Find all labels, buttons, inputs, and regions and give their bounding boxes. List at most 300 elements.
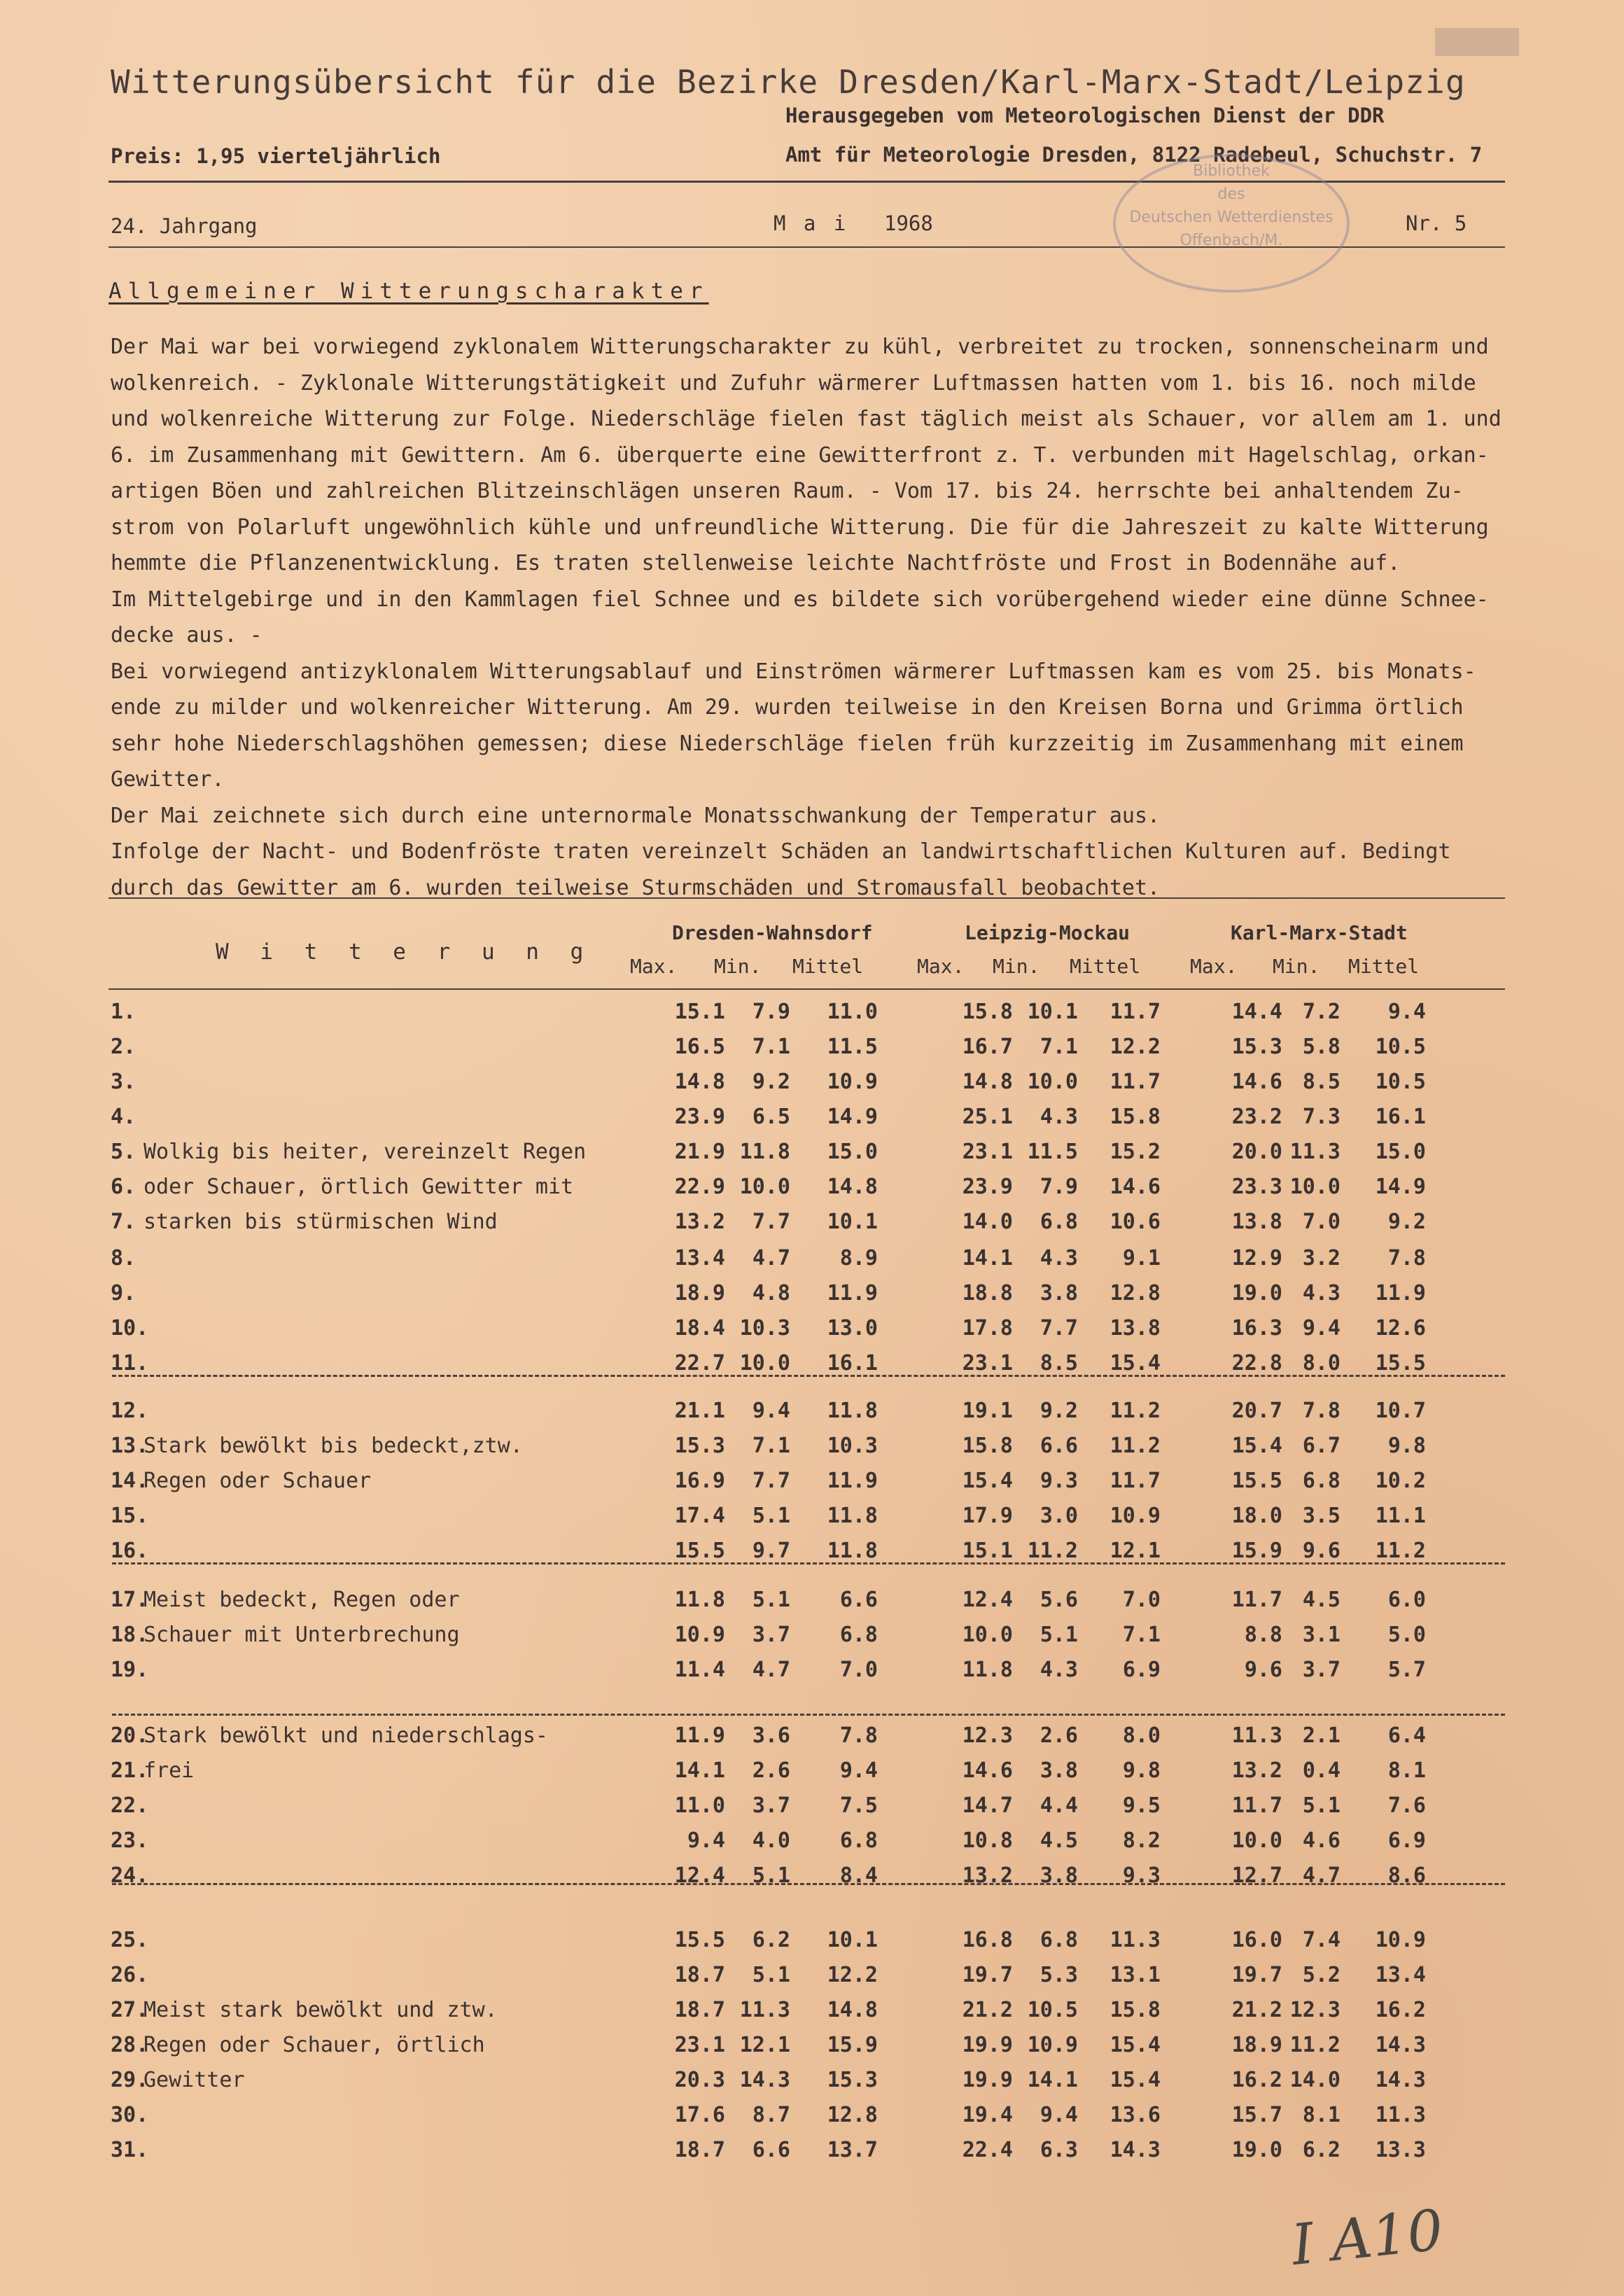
temperature-cell: 15.3 bbox=[827, 2068, 878, 2092]
temperature-cell: 10.0 bbox=[962, 1623, 1013, 1647]
temperature-cell: 22.4 bbox=[962, 2138, 1013, 2162]
temperature-cell: 5.3 bbox=[1040, 1963, 1078, 1987]
paragraph-line: strom von Polarluft ungewöhnlich kühle und unfreundliche Witterung. Die für die Jahreszeit zu kalte Witterung bbox=[111, 514, 1489, 540]
temperature-cell: 15.8 bbox=[1110, 1998, 1161, 2022]
temperature-cell: 17.6 bbox=[674, 2103, 725, 2127]
day-cell: 17. bbox=[111, 1588, 149, 1612]
table-row bbox=[0, 1793, 1624, 1827]
paragraph-line: 6. im Zusammenhang mit Gewittern. Am 6. überquerte eine Gewitterfront z. T. verbunden mit Hagelschlag, orkan- bbox=[111, 442, 1489, 468]
temperature-cell: 10.0 bbox=[739, 1351, 790, 1376]
temperature-cell: 8.5 bbox=[1302, 1070, 1340, 1094]
temperature-cell: 3.8 bbox=[1040, 1281, 1078, 1306]
temperature-cell: 13.2 bbox=[962, 1863, 1013, 1888]
temperature-cell: 20.3 bbox=[674, 2068, 725, 2092]
temperature-cell: 20.0 bbox=[1231, 1140, 1282, 1164]
paragraph-line: Infolge der Nacht- und Bodenfröste traten vereinzelt Schäden an landwirtschaftlichen Kulturen auf. Bedingt bbox=[111, 839, 1451, 864]
temperature-cell: 7.0 bbox=[839, 1658, 878, 1682]
temperature-cell: 9.2 bbox=[1040, 1399, 1078, 1423]
temperature-cell: 3.8 bbox=[1040, 1758, 1078, 1783]
table-row bbox=[0, 1434, 1624, 1467]
temperature-cell: 15.9 bbox=[827, 2033, 878, 2057]
temperature-cell: 14.4 bbox=[1231, 1000, 1282, 1024]
temperature-cell: 11.8 bbox=[962, 1658, 1013, 1682]
day-cell: 14. bbox=[111, 1469, 149, 1493]
stamp-line: Offenbach/M. bbox=[1180, 232, 1283, 249]
temperature-cell: 13.0 bbox=[827, 1316, 878, 1340]
weather-column-label: W i t t e r u n g bbox=[216, 939, 593, 965]
column-subheader: Min. bbox=[714, 955, 762, 978]
temperature-cell: 10.8 bbox=[962, 1828, 1013, 1853]
temperature-cell: 11.7 bbox=[1231, 1588, 1282, 1612]
day-cell: 2. bbox=[111, 1035, 136, 1059]
temperature-cell: 7.1 bbox=[1122, 1623, 1161, 1647]
table-row bbox=[0, 1928, 1624, 1961]
day-cell: 11. bbox=[111, 1351, 149, 1376]
temperature-cell: 11.2 bbox=[1375, 1539, 1426, 1563]
temperature-cell: 18.9 bbox=[1231, 2033, 1282, 2057]
temperature-cell: 15.8 bbox=[962, 1000, 1013, 1024]
temperature-cell: 7.2 bbox=[1302, 1000, 1340, 1024]
temperature-cell: 23.1 bbox=[962, 1351, 1013, 1376]
weather-description: Stark bewölkt bis bedeckt,ztw. bbox=[144, 1434, 523, 1458]
temperature-cell: 10.3 bbox=[827, 1434, 878, 1458]
temperature-cell: 14.0 bbox=[1289, 2068, 1340, 2092]
temperature-cell: 5.1 bbox=[752, 1588, 790, 1612]
temperature-cell: 6.8 bbox=[1040, 1928, 1078, 1952]
column-subheader: Mittel bbox=[1070, 955, 1141, 978]
period-separator bbox=[112, 1562, 1505, 1564]
temperature-cell: 15.5 bbox=[1231, 1469, 1282, 1493]
temperature-cell: 7.8 bbox=[1387, 1246, 1426, 1270]
temperature-cell: 17.4 bbox=[674, 1504, 725, 1528]
temperature-cell: 5.1 bbox=[752, 1863, 790, 1888]
weather-description: Regen oder Schauer bbox=[144, 1469, 372, 1493]
table-row bbox=[0, 1539, 1624, 1572]
temperature-cell: 3.7 bbox=[752, 1623, 790, 1647]
temperature-cell: 10.1 bbox=[1027, 1000, 1078, 1024]
temperature-cell: 14.8 bbox=[827, 1998, 878, 2022]
day-cell: 6. bbox=[111, 1175, 136, 1199]
temperature-cell: 7.1 bbox=[752, 1035, 790, 1059]
temperature-cell: 5.1 bbox=[1302, 1793, 1340, 1818]
temperature-cell: 16.2 bbox=[1231, 2068, 1282, 2092]
temperature-cell: 3.1 bbox=[1302, 1623, 1340, 1647]
paragraph-line: Gewitter. bbox=[111, 767, 225, 792]
temperature-cell: 11.3 bbox=[1231, 1723, 1282, 1748]
publisher-line: Herausgegeben vom Meteorologischen Dienst der DDR bbox=[785, 104, 1385, 127]
temperature-cell: 11.3 bbox=[739, 1998, 790, 2022]
weather-description: frei bbox=[144, 1758, 195, 1783]
table-row bbox=[0, 2033, 1624, 2066]
temperature-cell: 11.9 bbox=[827, 1469, 878, 1493]
temperature-cell: 4.7 bbox=[752, 1658, 790, 1682]
temperature-cell: 13.2 bbox=[674, 1210, 725, 1234]
paragraph-line: artigen Böen und zahlreichen Blitzeinschlägen unseren Raum. - Vom 17. bis 24. herrschte bei anhaltendem Zu- bbox=[111, 479, 1464, 503]
temperature-cell: 9.8 bbox=[1122, 1758, 1161, 1783]
temperature-cell: 6.9 bbox=[1122, 1658, 1161, 1682]
table-top-rule bbox=[108, 897, 1505, 899]
weather-description: Stark bewölkt und niederschlags- bbox=[144, 1723, 548, 1748]
table-row bbox=[0, 1000, 1624, 1033]
temperature-cell: 3.2 bbox=[1302, 1246, 1340, 1270]
temperature-cell: 6.6 bbox=[752, 2138, 790, 2162]
day-cell: 16. bbox=[111, 1539, 149, 1563]
temperature-cell: 4.3 bbox=[1302, 1281, 1340, 1306]
temperature-cell: 6.8 bbox=[839, 1623, 878, 1647]
temperature-cell: 7.7 bbox=[752, 1210, 790, 1234]
temperature-cell: 2.6 bbox=[1040, 1723, 1078, 1748]
table-row bbox=[0, 1658, 1624, 1691]
temperature-cell: 9.2 bbox=[752, 1070, 790, 1094]
table-row bbox=[0, 1035, 1624, 1068]
temperature-cell: 11.8 bbox=[827, 1399, 878, 1423]
temperature-cell: 14.9 bbox=[1375, 1175, 1426, 1199]
handwritten-annotation: I A10 bbox=[1288, 2197, 1446, 2278]
table-row bbox=[0, 1175, 1624, 1208]
weather-description: Meist bedeckt, Regen oder bbox=[144, 1588, 460, 1612]
temperature-cell: 4.8 bbox=[752, 1281, 790, 1306]
day-cell: 26. bbox=[111, 1963, 149, 1987]
table-row bbox=[0, 1623, 1624, 1656]
table-header-rule bbox=[108, 988, 1505, 990]
temperature-cell: 11.9 bbox=[827, 1281, 878, 1306]
temperature-cell: 16.1 bbox=[1375, 1105, 1426, 1129]
day-cell: 22. bbox=[111, 1793, 149, 1818]
temperature-cell: 17.8 bbox=[962, 1316, 1013, 1340]
stamp-line: Deutschen Wetterdienstes bbox=[1129, 209, 1334, 226]
temperature-cell: 11.3 bbox=[1289, 1140, 1340, 1164]
table-row bbox=[0, 1070, 1624, 1103]
temperature-cell: 7.4 bbox=[1302, 1928, 1340, 1952]
temperature-cell: 13.6 bbox=[1110, 2103, 1161, 2127]
temperature-cell: 6.6 bbox=[839, 1588, 878, 1612]
temperature-cell: 19.0 bbox=[1231, 2138, 1282, 2162]
temperature-cell: 14.3 bbox=[1375, 2068, 1426, 2092]
paragraph-line: Der Mai war bei vorwiegend zyklonalem Witterungscharakter zu kühl, verbreitet zu trocken, sonnenscheinarm und bbox=[111, 335, 1489, 359]
temperature-cell: 8.9 bbox=[839, 1246, 878, 1270]
temperature-cell: 8.6 bbox=[1387, 1863, 1426, 1888]
temperature-cell: 23.1 bbox=[674, 2033, 725, 2057]
temperature-cell: 9.7 bbox=[752, 1539, 790, 1563]
paragraph-line: Bei vorwiegend antizyklonalem Witterungsablauf und Einströmen wärmerer Luftmassen kam es vom 25. bis Monats- bbox=[111, 659, 1476, 684]
temperature-cell: 12.3 bbox=[1289, 1998, 1340, 2022]
temperature-cell: 18.7 bbox=[674, 1963, 725, 1987]
paragraph-line: Der Mai zeichnete sich durch eine unternormale Monatsschwankung der Temperatur aus. bbox=[111, 803, 1161, 828]
temperature-cell: 11.8 bbox=[827, 1539, 878, 1563]
temperature-cell: 15.4 bbox=[1110, 2033, 1161, 2057]
temperature-cell: 8.7 bbox=[752, 2103, 790, 2127]
day-cell: 9. bbox=[111, 1281, 136, 1306]
issue-number: Nr. 5 bbox=[1406, 211, 1467, 235]
temperature-cell: 0.4 bbox=[1302, 1758, 1340, 1783]
temperature-cell: 14.9 bbox=[827, 1105, 878, 1129]
temperature-cell: 15.8 bbox=[1110, 1105, 1161, 1129]
temperature-cell: 16.7 bbox=[962, 1035, 1013, 1059]
column-subheader: Max. bbox=[917, 955, 965, 978]
temperature-cell: 11.7 bbox=[1110, 1070, 1161, 1094]
temperature-cell: 23.2 bbox=[1231, 1105, 1282, 1129]
temperature-cell: 23.9 bbox=[962, 1175, 1013, 1199]
temperature-cell: 6.8 bbox=[839, 1828, 878, 1853]
temperature-cell: 19.7 bbox=[962, 1963, 1013, 1987]
stamp-line: des bbox=[1217, 186, 1245, 203]
table-row bbox=[0, 1588, 1624, 1621]
weather-description: Regen oder Schauer, örtlich bbox=[144, 2033, 485, 2057]
day-cell: 15. bbox=[111, 1504, 149, 1528]
month-label: M a i bbox=[774, 211, 849, 235]
temperature-cell: 12.8 bbox=[1110, 1281, 1161, 1306]
temperature-cell: 2.6 bbox=[752, 1758, 790, 1783]
temperature-cell: 23.3 bbox=[1231, 1175, 1282, 1199]
temperature-cell: 9.4 bbox=[839, 1758, 878, 1783]
temperature-cell: 16.1 bbox=[827, 1351, 878, 1376]
temperature-cell: 22.9 bbox=[674, 1175, 725, 1199]
temperature-cell: 4.5 bbox=[1302, 1588, 1340, 1612]
temperature-cell: 4.5 bbox=[1040, 1828, 1078, 1853]
temperature-cell: 4.7 bbox=[752, 1246, 790, 1270]
temperature-cell: 10.0 bbox=[1027, 1070, 1078, 1094]
temperature-cell: 14.3 bbox=[739, 2068, 790, 2092]
paragraph-line: decke aus. - bbox=[111, 623, 262, 648]
day-cell: 10. bbox=[111, 1316, 149, 1340]
temperature-cell: 15.5 bbox=[674, 1539, 725, 1563]
temperature-cell: 4.3 bbox=[1040, 1658, 1078, 1682]
table-row bbox=[0, 1105, 1624, 1138]
temperature-cell: 14.8 bbox=[962, 1070, 1013, 1094]
temperature-cell: 18.7 bbox=[674, 2138, 725, 2162]
temperature-cell: 11.7 bbox=[1110, 1000, 1161, 1024]
temperature-cell: 8.0 bbox=[1122, 1723, 1161, 1748]
temperature-cell: 10.9 bbox=[1375, 1928, 1426, 1952]
weather-description: Schauer mit Unterbrechung bbox=[144, 1623, 460, 1647]
temperature-cell: 15.1 bbox=[674, 1000, 725, 1024]
temperature-cell: 3.0 bbox=[1040, 1504, 1078, 1528]
temperature-cell: 15.4 bbox=[1231, 1434, 1282, 1458]
temperature-cell: 23.1 bbox=[962, 1140, 1013, 1164]
table-row bbox=[0, 1281, 1624, 1315]
column-subheader: Max. bbox=[1190, 955, 1238, 978]
temperature-cell: 8.2 bbox=[1122, 1828, 1161, 1853]
day-cell: 23. bbox=[111, 1828, 149, 1853]
table-row bbox=[0, 1998, 1624, 2031]
temperature-cell: 15.4 bbox=[962, 1469, 1013, 1493]
temperature-cell: 10.1 bbox=[827, 1210, 878, 1234]
period-separator bbox=[112, 1883, 1505, 1885]
day-cell: 25. bbox=[111, 1928, 149, 1952]
paragraph-line: sehr hohe Niederschlagshöhen gemessen; diese Niederschläge fielen früh kurzzeitig im Zusammenhang mit einem bbox=[111, 731, 1464, 756]
day-cell: 3. bbox=[111, 1070, 136, 1094]
temperature-cell: 5.1 bbox=[752, 1504, 790, 1528]
temperature-cell: 9.1 bbox=[1122, 1246, 1161, 1270]
table-row bbox=[0, 1504, 1624, 1537]
stamp-line: Bibliothek bbox=[1193, 162, 1270, 180]
table-row bbox=[0, 1963, 1624, 1996]
day-cell: 29. bbox=[111, 2068, 149, 2092]
day-cell: 24. bbox=[111, 1863, 149, 1888]
temperature-cell: 25.1 bbox=[962, 1105, 1013, 1129]
temperature-cell: 3.6 bbox=[752, 1723, 790, 1748]
paragraph-line: hemmte die Pflanzenentwicklung. Es traten stellenweise leichte Nachtfröste und Frost in Bodennähe auf. bbox=[111, 551, 1401, 575]
weather-description: Wolkig bis heiter, vereinzelt Regen bbox=[144, 1140, 587, 1164]
temperature-cell: 5.1 bbox=[1040, 1623, 1078, 1647]
temperature-cell: 4.4 bbox=[1040, 1793, 1078, 1818]
table-row bbox=[0, 1863, 1624, 1897]
temperature-cell: 9.4 bbox=[1040, 2103, 1078, 2127]
temperature-cell: 5.7 bbox=[1387, 1658, 1426, 1682]
temperature-cell: 6.6 bbox=[1040, 1434, 1078, 1458]
temperature-cell: 11.4 bbox=[674, 1658, 725, 1682]
temperature-cell: 9.3 bbox=[1122, 1863, 1161, 1888]
paragraph-line: Im Mittelgebirge und in den Kammlagen fiel Schnee und es bildete sich vorübergehend wieder eine dünne Schnee- bbox=[111, 587, 1489, 612]
volume-label: 24. Jahrgang bbox=[111, 214, 258, 238]
temperature-cell: 11.8 bbox=[739, 1140, 790, 1164]
temperature-cell: 11.8 bbox=[674, 1588, 725, 1612]
day-cell: 7. bbox=[111, 1210, 136, 1234]
day-cell: 18. bbox=[111, 1623, 149, 1647]
station-header-dresden: Dresden-Wahnsdorf bbox=[672, 921, 873, 944]
column-subheader: Min. bbox=[993, 955, 1040, 978]
temperature-cell: 4.6 bbox=[1302, 1828, 1340, 1853]
library-stamp bbox=[1113, 154, 1350, 293]
temperature-cell: 22.7 bbox=[674, 1351, 725, 1376]
temperature-cell: 3.8 bbox=[1040, 1863, 1078, 1888]
temperature-cell: 11.9 bbox=[1375, 1281, 1426, 1306]
temperature-cell: 11.7 bbox=[1231, 1793, 1282, 1818]
table-row bbox=[0, 1758, 1624, 1792]
temperature-cell: 18.9 bbox=[674, 1281, 725, 1306]
table-row bbox=[0, 2103, 1624, 2136]
temperature-cell: 21.9 bbox=[674, 1140, 725, 1164]
table-row bbox=[0, 1399, 1624, 1432]
temperature-cell: 6.7 bbox=[1302, 1434, 1340, 1458]
temperature-cell: 10.3 bbox=[739, 1316, 790, 1340]
weather-description: Gewitter bbox=[144, 2068, 245, 2092]
temperature-cell: 7.7 bbox=[1040, 1316, 1078, 1340]
section-title: Allgemeiner Witterungscharakter bbox=[108, 279, 709, 304]
temperature-cell: 13.3 bbox=[1375, 2138, 1426, 2162]
temperature-cell: 6.2 bbox=[1302, 2138, 1340, 2162]
temperature-cell: 7.1 bbox=[752, 1434, 790, 1458]
temperature-cell: 9.3 bbox=[1040, 1469, 1078, 1493]
temperature-cell: 13.1 bbox=[1110, 1963, 1161, 1987]
temperature-cell: 14.1 bbox=[674, 1758, 725, 1783]
temperature-cell: 11.8 bbox=[827, 1504, 878, 1528]
day-cell: 21. bbox=[111, 1758, 149, 1783]
temperature-cell: 6.5 bbox=[752, 1105, 790, 1129]
temperature-cell: 22.8 bbox=[1231, 1351, 1282, 1376]
table-row bbox=[0, 1469, 1624, 1502]
temperature-cell: 15.8 bbox=[962, 1434, 1013, 1458]
temperature-cell: 10.5 bbox=[1375, 1035, 1426, 1059]
temperature-cell: 11.0 bbox=[674, 1793, 725, 1818]
temperature-cell: 13.4 bbox=[1375, 1963, 1426, 1987]
temperature-cell: 15.5 bbox=[1375, 1351, 1426, 1376]
day-cell: 31. bbox=[111, 2138, 149, 2162]
temperature-cell: 16.8 bbox=[962, 1928, 1013, 1952]
temperature-cell: 12.2 bbox=[1110, 1035, 1161, 1059]
office-line: Amt für Meteorologie Dresden, 8122 Radebeul, Schuchstr. 7 bbox=[785, 143, 1483, 167]
table-row bbox=[0, 1316, 1624, 1350]
temperature-cell: 12.2 bbox=[827, 1963, 878, 1987]
temperature-cell: 6.9 bbox=[1387, 1828, 1426, 1853]
temperature-cell: 18.8 bbox=[962, 1281, 1013, 1306]
temperature-cell: 5.6 bbox=[1040, 1588, 1078, 1612]
column-subheader: Mittel bbox=[1348, 955, 1420, 978]
temperature-cell: 15.9 bbox=[1231, 1539, 1282, 1563]
temperature-cell: 7.9 bbox=[752, 1000, 790, 1024]
day-cell: 12. bbox=[111, 1399, 149, 1423]
period-separator bbox=[112, 1714, 1505, 1716]
temperature-cell: 10.2 bbox=[1375, 1469, 1426, 1493]
temperature-cell: 10.9 bbox=[1110, 1504, 1161, 1528]
paragraph-line: und wolkenreiche Witterung zur Folge. Niederschläge fielen fast täglich meist als Schauer, vor allem am 1. und bbox=[111, 407, 1502, 431]
temperature-cell: 16.2 bbox=[1375, 1998, 1426, 2022]
table-row bbox=[0, 2138, 1624, 2171]
temperature-cell: 7.0 bbox=[1122, 1588, 1161, 1612]
temperature-cell: 18.4 bbox=[674, 1316, 725, 1340]
corner-mark bbox=[1435, 28, 1519, 56]
temperature-cell: 13.4 bbox=[674, 1246, 725, 1270]
temperature-cell: 13.7 bbox=[827, 2138, 878, 2162]
temperature-cell: 14.3 bbox=[1375, 2033, 1426, 2057]
temperature-cell: 7.8 bbox=[1302, 1399, 1340, 1423]
temperature-cell: 7.6 bbox=[1387, 1793, 1426, 1818]
day-cell: 20. bbox=[111, 1723, 149, 1748]
temperature-cell: 9.2 bbox=[1387, 1210, 1426, 1234]
temperature-cell: 11.1 bbox=[1375, 1504, 1426, 1528]
temperature-cell: 10.6 bbox=[1110, 1210, 1161, 1234]
temperature-cell: 16.9 bbox=[674, 1469, 725, 1493]
temperature-cell: 12.3 bbox=[962, 1723, 1013, 1748]
temperature-cell: 7.0 bbox=[1302, 1210, 1340, 1234]
temperature-cell: 15.4 bbox=[1110, 2068, 1161, 2092]
table-row bbox=[0, 2068, 1624, 2101]
temperature-cell: 14.6 bbox=[1110, 1175, 1161, 1199]
temperature-cell: 15.2 bbox=[1110, 1140, 1161, 1164]
paragraph-line: durch das Gewitter am 6. wurden teilweise Sturmschäden und Stromausfall beobachtet. bbox=[111, 875, 1161, 900]
temperature-cell: 4.0 bbox=[752, 1828, 790, 1853]
weather-description: Meist stark bewölkt und ztw. bbox=[144, 1998, 498, 2022]
temperature-cell: 5.2 bbox=[1302, 1963, 1340, 1987]
temperature-cell: 6.2 bbox=[752, 1928, 790, 1952]
temperature-cell: 6.8 bbox=[1302, 1469, 1340, 1493]
temperature-cell: 10.0 bbox=[739, 1175, 790, 1199]
temperature-cell: 10.9 bbox=[674, 1623, 725, 1647]
temperature-cell: 14.3 bbox=[1110, 2138, 1161, 2162]
temperature-cell: 11.2 bbox=[1027, 1539, 1078, 1563]
column-subheader: Max. bbox=[630, 955, 678, 978]
temperature-cell: 3.5 bbox=[1302, 1504, 1340, 1528]
column-subheader: Min. bbox=[1273, 955, 1320, 978]
year-label: 1968 bbox=[884, 211, 933, 235]
temperature-cell: 10.9 bbox=[827, 1070, 878, 1094]
temperature-cell: 12.1 bbox=[739, 2033, 790, 2057]
temperature-cell: 9.5 bbox=[1122, 1793, 1161, 1818]
temperature-cell: 11.5 bbox=[827, 1035, 878, 1059]
temperature-cell: 9.6 bbox=[1244, 1658, 1282, 1682]
temperature-cell: 9.4 bbox=[687, 1828, 725, 1853]
temperature-cell: 9.6 bbox=[1302, 1539, 1340, 1563]
weather-summary-paragraph bbox=[111, 329, 1502, 906]
temperature-cell: 19.9 bbox=[962, 2068, 1013, 2092]
weather-description: starken bis stürmischen Wind bbox=[144, 1210, 498, 1234]
temperature-cell: 11.5 bbox=[1027, 1140, 1078, 1164]
temperature-cell: 5.8 bbox=[1302, 1035, 1340, 1059]
temperature-cell: 12.1 bbox=[1110, 1539, 1161, 1563]
temperature-cell: 3.7 bbox=[752, 1793, 790, 1818]
temperature-cell: 21.1 bbox=[674, 1399, 725, 1423]
temperature-cell: 18.0 bbox=[1231, 1504, 1282, 1528]
